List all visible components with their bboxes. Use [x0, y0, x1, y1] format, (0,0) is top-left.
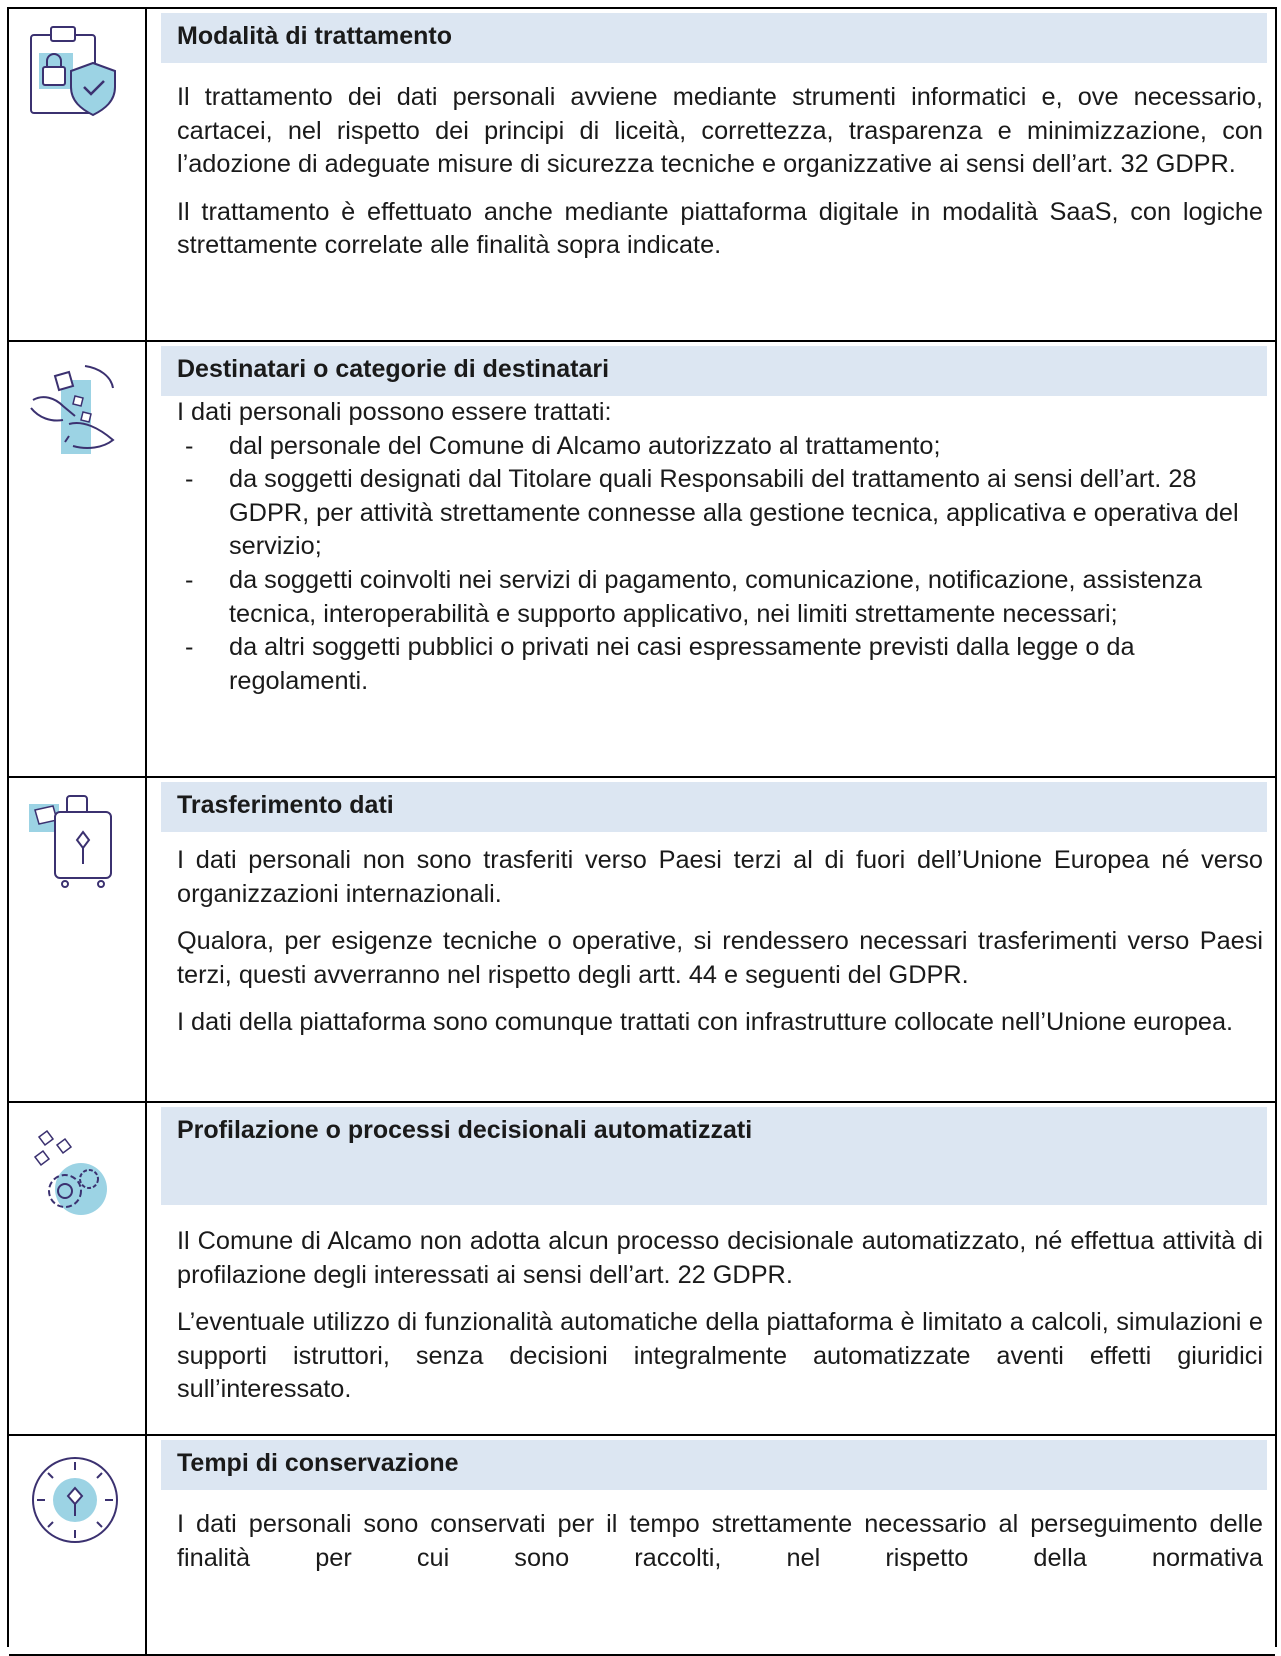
- section-paragraph: I dati personali sono conservati per il tempo strettamente necessario al perseguimento delle finalità per cui sono raccolti, nel rispetto della normativa: [177, 1510, 1263, 1572]
- section-paragraph: I dati personali non sono trasferiti verso Paesi terzi al di fuori dell’Unione Europea né verso organizzazioni internazionali.: [177, 846, 1263, 908]
- icon-cell: [9, 9, 147, 340]
- section-content: [161, 13, 1267, 263]
- clock-icon: [25, 1450, 125, 1550]
- section-content: [161, 1440, 1267, 1575]
- recipients-list: [161, 430, 1267, 699]
- section-row-destinatari: [9, 342, 1275, 778]
- clipboard-shield-icon: [25, 23, 125, 123]
- section-paragraph: Qualora, per esigenze tecniche o operative, si rendessero necessari trasferimenti verso Paesi terzi, questi avverranno nel rispetto degli artt. 44 e seguenti del GDPR.: [177, 927, 1263, 989]
- section-title: Profilazione o processi decisionali automatizzati: [161, 1107, 1267, 1205]
- section-content: [161, 1107, 1267, 1407]
- section-row-trasferimento: [9, 778, 1275, 1103]
- hands-sharing-icon: [25, 362, 125, 462]
- gear-data-icon: [25, 1119, 125, 1219]
- privacy-table: [7, 7, 1277, 1647]
- icon-cell: [9, 1103, 147, 1434]
- icon-cell: [9, 342, 147, 776]
- section-title: Modalità di trattamento: [161, 13, 1267, 63]
- section-paragraph: Il Comune di Alcamo non adotta alcun processo decisionale automatizzato, né effettua attività di profilazione degli interessati ai sensi dell’art. 22 GDPR.: [177, 1227, 1263, 1289]
- section-row-profilazione: [9, 1103, 1275, 1436]
- icon-cell: [9, 1436, 147, 1654]
- section-paragraph: Il trattamento dei dati personali avviene mediante strumenti informatici e, ove necessario, cartacei, nel rispetto dei principi di liceità, correttezza, trasparenza e minimizzazione, con l’adozione di adeguate misure di sicurezza tecniche e organizzative ai sensi dell’art. 32 GDPR.: [177, 83, 1263, 179]
- list-item: - da soggetti coinvolti nei servizi di pagamento, comunicazione, notificazione, assistenza tecnica, interoperabilità e supporto applicativo, nei limiti strettamente necessari;: [177, 564, 1267, 631]
- section-row-modalita: [9, 9, 1275, 342]
- list-item: - da altri soggetti pubblici o privati nei casi espressamente previsti dalla legge o da regolamenti.: [177, 631, 1267, 698]
- section-content: [161, 782, 1267, 1040]
- section-content: [161, 346, 1267, 698]
- list-item: - da soggetti designati dal Titolare quali Responsabili del trattamento ai sensi dell’art. 28 GDPR, per attività strettamente connesse alla gestione tecnica, applicativa e operativa del servizio;: [177, 463, 1267, 564]
- section-paragraph: Il trattamento è effettuato anche mediante piattaforma digitale in modalità SaaS, con logiche strettamente correlate alle finalità sopra indicate.: [177, 197, 1263, 260]
- section-title: Tempi di conservazione: [161, 1440, 1267, 1490]
- section-intro: I dati personali possono essere trattati:: [177, 398, 612, 426]
- section-paragraph: L’eventuale utilizzo di funzionalità automatiche della piattaforma è limitato a calcoli, simulazioni e supporti istruttori, senza decisioni integralmente automatizzate aventi effetti giuridici sull’interessato.: [177, 1308, 1263, 1404]
- suitcase-icon: [25, 792, 125, 892]
- section-row-conservazione: [9, 1436, 1275, 1656]
- icon-cell: [9, 778, 147, 1101]
- list-item: - dal personale del Comune di Alcamo autorizzato al trattamento;: [177, 430, 1267, 464]
- section-paragraph: I dati della piattaforma sono comunque trattati con infrastrutture collocate nell’Unione europea.: [177, 1008, 1234, 1037]
- section-title: Trasferimento dati: [161, 782, 1267, 832]
- section-title: Destinatari o categorie di destinatari: [161, 346, 1267, 396]
